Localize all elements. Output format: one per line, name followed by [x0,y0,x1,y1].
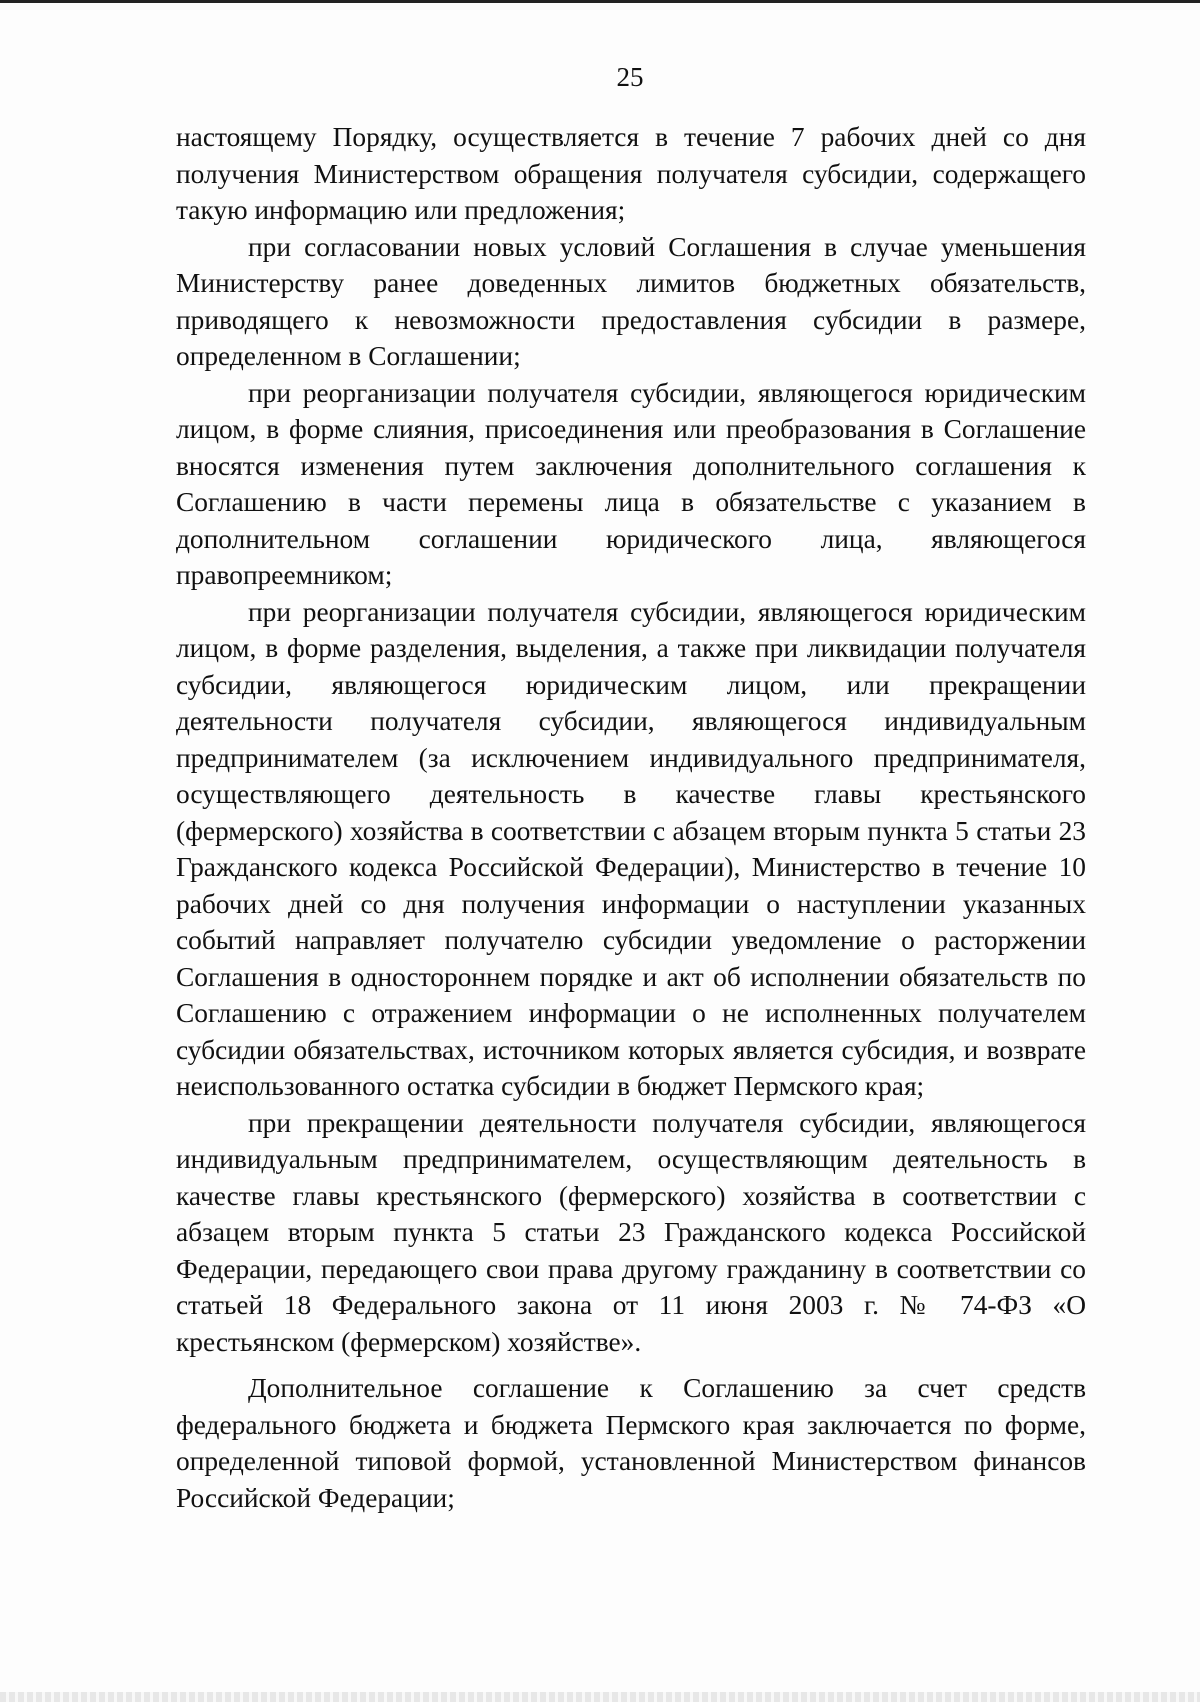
paragraph-continuation: настоящему Порядку, осуществляется в течение 7 рабочих дней со дня получения Министерством обращения получателя субсидии, содержащего такую информацию или предложения; [176,122,1086,225]
paragraph-additional-agreement: Дополнительное соглашение к Соглашению за счет средств федерального бюджета и бюджета Пермского края заключается по форме, определенной типовой формой, установленной Министерством финансов Российской Федерации; [176,1373,1086,1513]
page-number: 25 [616,62,644,92]
scan-bottom-edge [0,1692,1200,1702]
paragraph-reorganization-merger: при реорганизации получателя субсидии, являющегося юридическим лицом, в форме слияния, присоединения или преобразования в Соглашение вносятся изменения путем заключения дополнительного соглашения к Соглашению в части перемены лица в обязательстве с указанием в дополнительном соглашении юридического лица, являющегося правопреемником; [176,377,1086,590]
paragraph-farm-termination: при прекращении деятельности получателя субсидии, являющегося индивидуальным предпринимателем, осуществляющим деятельность в качестве главы крестьянского (фермерского) хозяйства в соответствии с абзацем вторым пункта 5 статьи 23 Гражданского кодекса Российской Федерации, передающего свои права другому гражданину в соответствии со статьей 18 Федерального закона от 11 июня 2003 г. № 74-ФЗ «О крестьянском (фермерском) хозяйстве». [176,1107,1086,1357]
paragraph-budget-limits: при согласовании новых условий Соглашения в случае уменьшения Министерству ранее доведенных лимитов бюджетных обязательств, приводящего к невозможности предоставления субсидии в размере, определенном в Соглашении; [176,231,1086,371]
paragraph-reorganization-division: при реорганизации получателя субсидии, являющегося юридическим лицом, в форме разделения, выделения, а также при ликвидации получателя субсидии, являющегося юридическим лицом, или прекращении деятельности получателя субсидии, являющегося индивидуальным предпринимателем (за исключением индивидуального предпринимателя, осуществляющего деятельность в качестве главы крестьянского (фермерского) хозяйства в соответствии с абзацем вторым пункта 5 статьи 23 Гражданского кодекса Российской Федерации), Министерство в течение 10 рабочих дней со дня получения информации о наступлении указанных событий направляет получателю субсидии уведомление о расторжении Соглашения в одностороннем порядке и акт об исполнении обязательств по Соглашению с отражением информации о не исполненных получателем субсидии обязательствах, источником которых является субсидия, и возврате неиспользованного остатка субсидии в бюджет Пермского края; [176,596,1086,1101]
document-body [176,119,1086,1516]
scan-top-edge [0,0,1200,3]
